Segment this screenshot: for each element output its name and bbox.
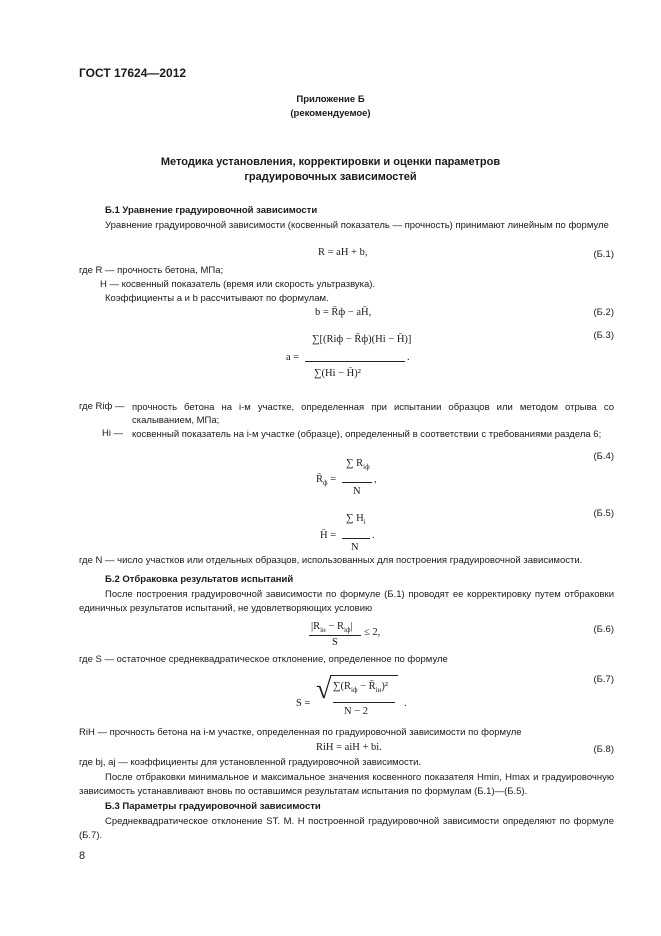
page-number: 8 <box>79 850 86 862</box>
equation-b3-number: (Б.3) <box>593 330 614 341</box>
document-header: ГОСТ 17624—2012 <box>79 66 187 80</box>
where-r: где R — прочность бетона, МПа; <box>79 265 224 276</box>
equation-b3-numerator: ∑[(Riф − R̄ф)(Hi − H̄)] <box>312 334 412 345</box>
section-3-heading: Б.3 Параметры градуировочной зависимости <box>105 801 321 812</box>
section-1-heading: Б.1 Уравнение градуировочной зависимости <box>105 205 318 216</box>
equation-b2: b = R̄ф − aH̄, <box>315 307 372 318</box>
main-title-line2: градуировочных зависимостей <box>244 171 417 183</box>
section-2-paragraph-2: После отбраковки минимальное и максимальное значения косвенного показателя Hmin, Hmax и градуировочную зависимость устанавливают вновь по оставшимся результатам испытания по формулам (Б.1)—(Б.5). <box>79 772 614 797</box>
appendix-title: Приложение Б <box>296 94 365 105</box>
equation-b6-number: (Б.6) <box>593 624 614 635</box>
coefficients-text: Коэффициенты a и b рассчитывают по формулам. <box>105 293 329 304</box>
where-n: где N — число участков или отдельных образцов, использованных для построения градуировочной зависимости. <box>79 555 583 566</box>
rih-definition: RiH — прочность бетона на i-м участке, определенная по градуировочной зависимости по формуле <box>79 727 522 738</box>
section-2-heading: Б.2 Отбраковка результатов испытаний <box>105 574 294 585</box>
section-3-paragraph: Среднеквадратическое отклонение ST. M. H построенной градуировочной зависимости определяют по формуле (Б.7). <box>79 816 614 841</box>
equation-b1-number: (Б.1) <box>593 249 614 260</box>
where-h: H — косвенный показатель (время или скорость ультразвука). <box>100 279 376 290</box>
def-rif-text: прочность бетона на i-м участке, определенная при испытании образцов или методом отрыва со скалыванием, МПа; <box>132 402 614 426</box>
equation-b5-number: (Б.5) <box>593 508 614 519</box>
equation-b7-number: (Б.7) <box>593 674 614 685</box>
appendix-subtitle: (рекомендуемое) <box>290 108 371 119</box>
equation-b4-number: (Б.4) <box>593 451 614 462</box>
equation-b8: RiH = aiH + bi. <box>316 742 382 753</box>
where-ab: где bj, aj — коэффициенты для установленной градуировочной зависимости. <box>79 757 422 768</box>
equation-b3-denominator: ∑(Hi − H̄)² <box>314 368 361 379</box>
section-2-paragraph: После построения градуировочной зависимости по формуле (Б.1) проводят ее корректировку путем отбраковки единичных результатов испытаний, не удовлетворяющих условию <box>79 589 614 614</box>
def-rif-term: где Riф — <box>79 401 125 412</box>
main-title-line1: Методика установления, корректировки и оценки параметров <box>160 156 501 168</box>
equation-b2-number: (Б.2) <box>593 307 614 318</box>
equation-b1: R = aH + b, <box>318 247 368 258</box>
section-1-paragraph: Уравнение градуировочной зависимости (косвенный показатель — прочность) принимают линейным по формуле <box>105 220 609 231</box>
equation-b8-number: (Б.8) <box>593 744 614 755</box>
def-hi-term: Hi — <box>102 428 124 439</box>
def-hi-text: косвенный показатель на i-м участке (образце), определенный в соответствии с требованиями раздела 6; <box>132 429 602 440</box>
where-s: где S — остаточное среднеквадратическое отклонение, определенное по формуле <box>79 654 448 665</box>
